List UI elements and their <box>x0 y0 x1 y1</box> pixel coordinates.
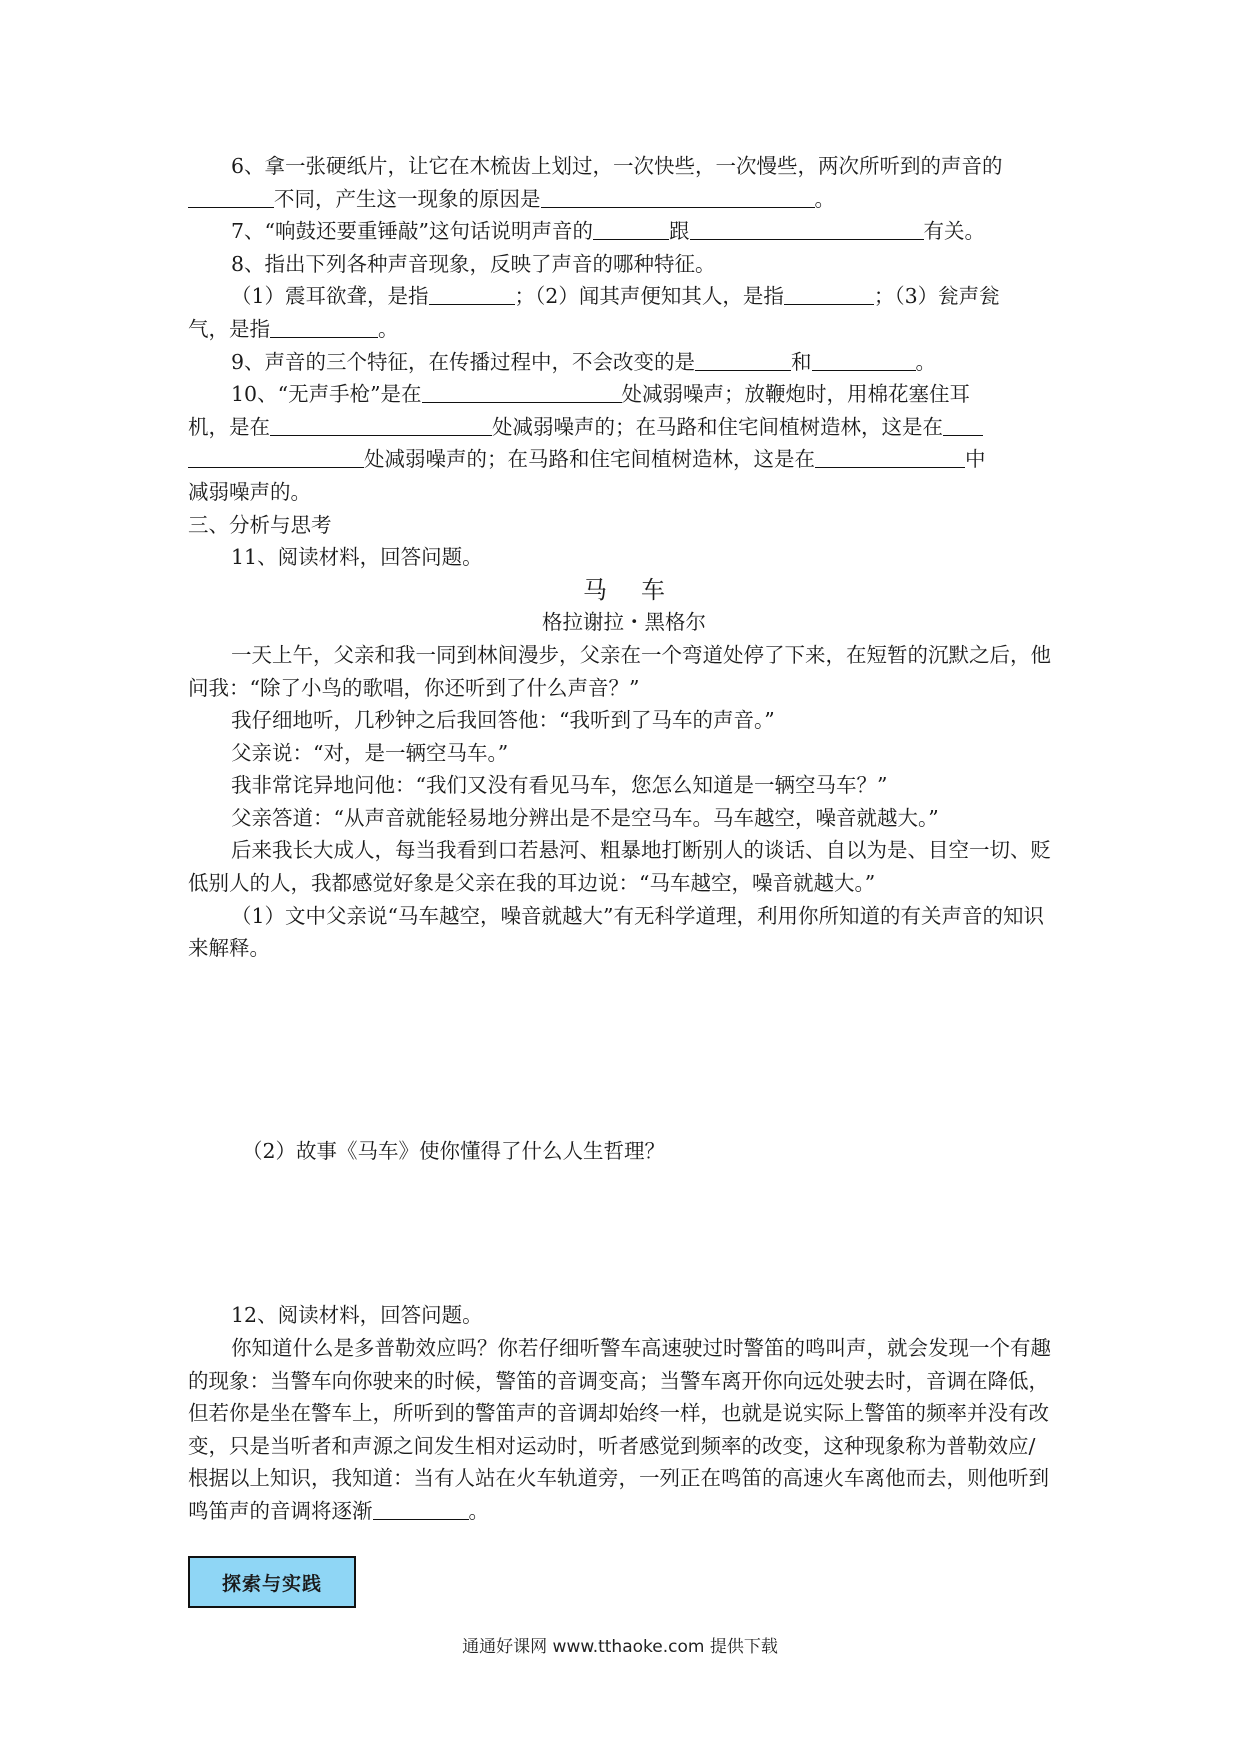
q6-line2: 不同，产生这一现象的原因是 。 <box>188 183 1060 216</box>
q6-line1: 6、拿一张硬纸片，让它在木梳齿上划过，一次快些，一次慢些，两次所听到的声音的 <box>231 154 1003 178</box>
section-heading: 三、分析与思考 <box>188 512 332 537</box>
q10-blank-2[interactable] <box>270 413 492 436</box>
q12-blank[interactable] <box>373 1497 469 1520</box>
q9-blank-2[interactable] <box>812 348 916 371</box>
q8-line1: 8、指出下列各种声音现象，反映了声音的哪种特征。 <box>231 251 716 276</box>
q12-passage: 你知道什么是多普勒效应吗？你若仔细听警车高速驶过时警笛的鸣叫声，就会发现一个有趣的现象：当警车向你驶来的时候，警笛的音调变高；当警车离开你向远处驶去时，音调在降低，但若你是坐在警车上，所听到的警笛声的音调却始终一样，也就是说实际上警笛的频率并没有改变，只是当听者和声源之间发生相对运动时，听者感觉到频率的改变，这种现象称为普勒效应/ <box>188 1336 1051 1458</box>
q11-sub2-answer-area[interactable] <box>188 1167 1060 1299</box>
story-title: 马车 <box>583 575 699 604</box>
story-paragraph: 父亲答道：“从声音就能轻易地分辨出是不是空马车。马车越空，噪音就越大。” <box>231 805 939 830</box>
q10-line3: 处减弱噪声的；在马路和住宅间植树造林，这是在 中 <box>188 443 1060 476</box>
footer-credit: 通通好课网 www.tthaoke.com 提供下载 <box>462 1637 778 1657</box>
story-paragraph: 一天上午，父亲和我一同到林间漫步，父亲在一个弯道处停了下来，在短暂的沉默之后，他问我：“除了小鸟的歌唱，你还听到了什么声音？” <box>188 642 1051 700</box>
q6-blank-2[interactable] <box>541 185 815 208</box>
q8-blank-1[interactable] <box>429 282 515 305</box>
q10-line2: 机，是在 处减弱噪声的；在马路和住宅间植树造林，这是在 <box>188 411 1060 444</box>
q7-blank-2[interactable] <box>690 217 924 240</box>
q12-question: 根据以上知识，我知道：当有人站在火车轨道旁，一列正在鸣笛的高速火车离他而去，则他听到鸣笛声的音调将逐渐 。 <box>188 1466 1049 1523</box>
story-paragraph: 我仔细地听，几秒钟之后我回答他：“我听到了马车的声音。” <box>231 708 775 733</box>
q10-line1: 10、“无声手枪”是在 处减弱噪声；放鞭炮时，用棉花塞住耳 <box>231 382 971 407</box>
q11-sub1: （1）文中父亲说“马车越空，噪音就越大”有无科学道理，利用你所知道的有关声音的知识来解释。 <box>188 903 1045 961</box>
q9-blank-1[interactable] <box>695 348 791 371</box>
q10-line4: 减弱噪声的。 <box>188 479 311 504</box>
q11-sub1-answer-area[interactable] <box>188 965 1060 1135</box>
q6-blank-1[interactable] <box>188 185 274 208</box>
q7-blank-1[interactable] <box>593 217 669 240</box>
q8-blank-3[interactable] <box>270 315 378 338</box>
story-paragraph: 我非常诧异地问他：“我们又没有看见马车，您怎么知道是一辆空马车？” <box>231 773 888 798</box>
story-paragraph: 后来我长大成人，每当我看到口若悬河、粗暴地打断别人的谈话、自以为是、目空一切、贬低别人的人，我都感觉好象是父亲在我的耳边说：“马车越空，噪音就越大。” <box>188 838 1051 896</box>
q7: 7、“响鼓还要重锤敲”这句话说明声音的 跟 有关。 <box>231 219 986 244</box>
q11-intro: 11、阅读材料，回答问题。 <box>231 545 483 570</box>
q11-sub2: （2）故事《马车》使你懂得了什么人生哲理？ <box>242 1138 666 1163</box>
story-paragraph: 父亲说：“对，是一辆空马车。” <box>231 740 509 765</box>
q8-blank-2[interactable] <box>784 282 874 305</box>
story-author: 格拉谢拉・黑格尔 <box>542 610 706 635</box>
q9: 9、声音的三个特征，在传播过程中，不会改变的是 和 。 <box>231 349 937 374</box>
q10-blank-3b[interactable] <box>188 445 364 468</box>
explore-practice-label: 探索与实践 <box>188 1556 356 1608</box>
q8-line2: （1）震耳欲聋，是指 ；（2）闻其声便知其人，是指 ；（3）瓮声瓮 <box>231 284 1000 309</box>
worksheet-body <box>188 150 1060 1528</box>
q8-line3: 气，是指 。 <box>188 316 399 341</box>
q10-blank-1[interactable] <box>422 380 622 403</box>
q12-intro: 12、阅读材料，回答问题。 <box>231 1303 483 1328</box>
q10-blank-3a[interactable] <box>943 413 983 436</box>
q10-blank-4[interactable] <box>815 445 965 468</box>
